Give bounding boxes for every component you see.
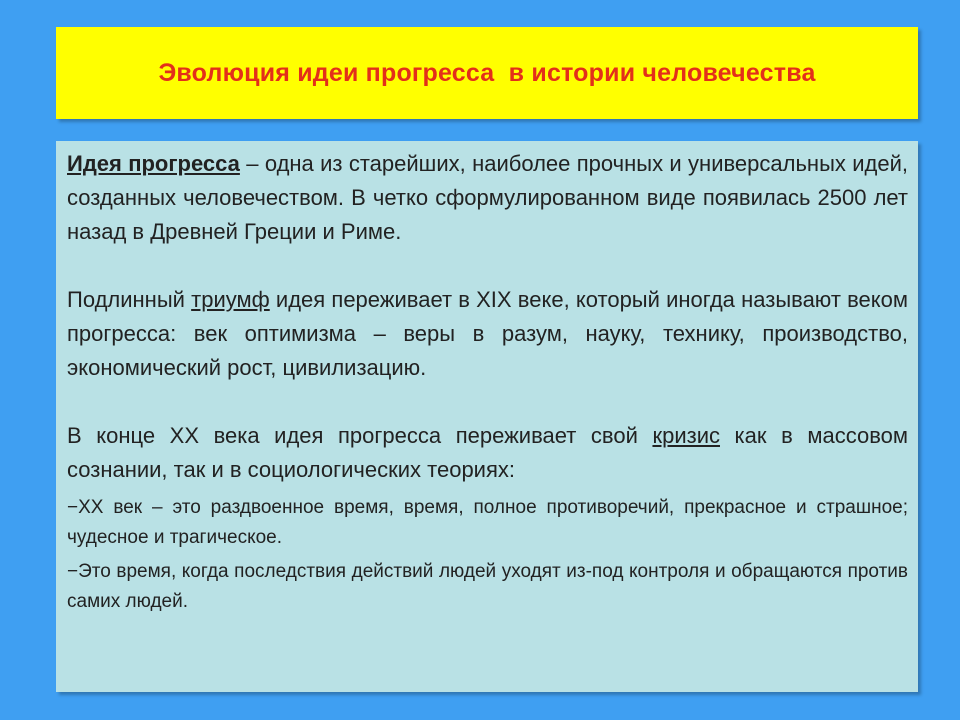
triumph-text-before: Подлинный xyxy=(67,287,192,312)
crisis-text-before: В конце XX века идея прогресса переживает свой xyxy=(67,423,653,448)
definition-text: – одна из старейших, наиболее прочных и универсальных идей, созданных человечеством. В четко сформулированном виде появилась 2500 лет назад в Древней Греции и Риме. xyxy=(67,151,908,244)
paragraph-definition xyxy=(67,147,908,249)
content-panel xyxy=(56,141,918,692)
title-banner xyxy=(56,27,918,119)
triumph-keyword: триумф xyxy=(191,287,270,312)
definition-term: Идея прогресса xyxy=(67,151,240,176)
crisis-keyword: кризис xyxy=(652,423,720,448)
slide-title: Эволюция идеи прогресса в истории человечества xyxy=(158,58,816,87)
bullet-item: −XX век – это раздвоенное время, время, полное противоречий, прекрасное и страшное; чудесное и трагическое. xyxy=(67,497,908,548)
triumph-text-after: идея переживает в XIX веке, который иногда называют веком прогресса: век оптимизма – веры в разум, науку, технику, производство, экономический рост, цивилизацию. xyxy=(67,287,909,380)
bullet-item: −Это время, когда последствия действий людей уходят из-под контроля и обращаются против самих людей. xyxy=(67,561,908,612)
paragraph-triumph xyxy=(67,283,908,385)
crisis-text-after: как в массовом сознании, так и в социологических теориях: xyxy=(67,423,908,482)
paragraph-crisis xyxy=(67,419,908,487)
